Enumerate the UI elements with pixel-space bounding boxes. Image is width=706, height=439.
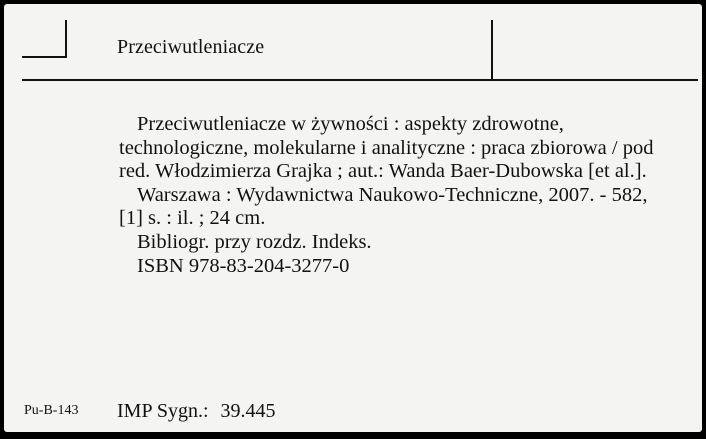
heading-divider	[491, 20, 493, 80]
card-heading: Przeciwutleniacze	[117, 36, 265, 58]
corner-mark-vertical	[65, 20, 67, 58]
card-description	[119, 113, 659, 278]
catalog-card	[4, 4, 702, 432]
publication-details: Warszawa : Wydawnictwa Naukowo-Techniczne, 2007. - 582, [1] s. : il. ; 24 cm.	[119, 183, 648, 230]
heading-rule	[22, 79, 698, 81]
call-number-value: 39.445	[220, 400, 276, 422]
card-code: Pu-B-143	[24, 403, 79, 418]
corner-mark-horizontal	[22, 56, 67, 58]
isbn: ISBN 978-83-204-3277-0	[137, 254, 350, 277]
notes: Bibliogr. przy rozdz. Indeks.	[137, 230, 372, 253]
title-statement: Przeciwutleniacze w żywności : aspekty zdrowotne, technologiczne, molekularne i analityczne : praca zbiorowa / pod red. Włodzimierza Grajka ; aut.: Wanda Baer-Dubowska [et al.].	[119, 113, 654, 183]
call-number-label: IMP Sygn.:	[117, 400, 209, 422]
call-number	[117, 400, 276, 423]
